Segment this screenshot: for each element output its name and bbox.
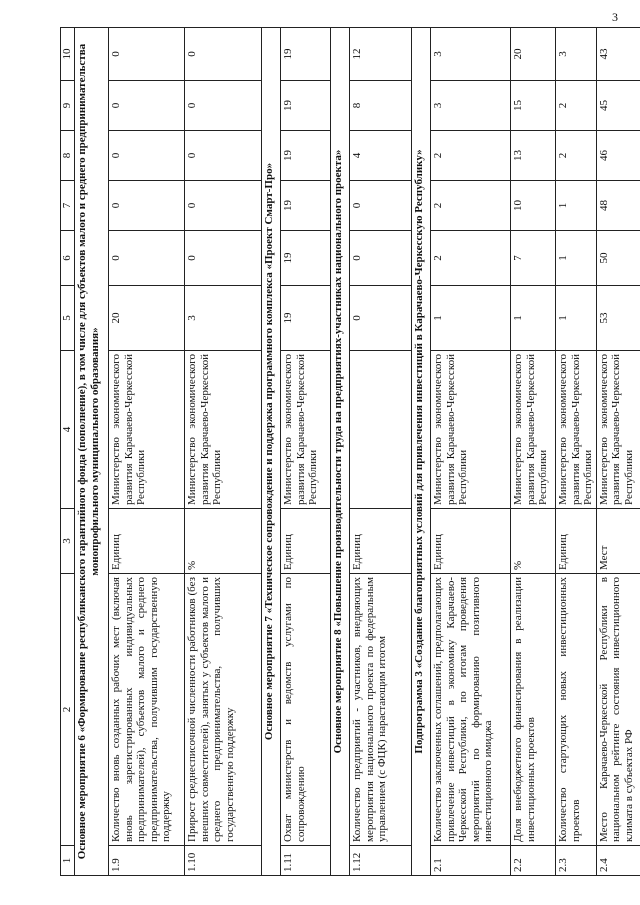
- table-body: [75, 28, 640, 876]
- value-col-10: 20: [511, 28, 556, 81]
- responsible-executor: Министерство экономического развития Карачаево-Черкесской Республики: [431, 351, 511, 509]
- unit-of-measure: Единиц: [556, 509, 597, 574]
- value-col-9: 8: [350, 81, 412, 131]
- value-col-8: 46: [596, 131, 640, 181]
- section-title: Основное мероприятие 8 «Повышение производительности труда на предприятиях-участниках национального проекта»: [331, 28, 350, 876]
- section-header-row: [75, 28, 109, 876]
- value-col-9: 19: [281, 81, 331, 131]
- responsible-executor: Министерство экономического развития Карачаево-Черкесской Республики: [596, 351, 640, 509]
- value-col-8: 13: [511, 131, 556, 181]
- section-header-row: [262, 28, 281, 876]
- value-col-7: 19: [281, 181, 331, 231]
- table-row: [556, 28, 597, 876]
- col-header: 7: [61, 181, 75, 231]
- indicator-name: Место Карачаево-Черкесской Республики в национальном рейтинге состояния инвестиционного климата в субъектах РФ: [596, 574, 640, 846]
- value-col-7: 2: [431, 181, 511, 231]
- indicator-name: Количество заключенных соглашений, предполагающих привлечение инвестиций в экономику Карачаево-Черкесской Республики, по итогам проведения мероприятий по формированию позитивного инвестиционного имиджа: [431, 574, 511, 846]
- responsible-executor: [350, 351, 412, 509]
- page-number: 3: [612, 10, 618, 24]
- value-col-8: 4: [350, 131, 412, 181]
- row-number: 2.2: [511, 846, 556, 876]
- indicator-name: Количество предприятий - участников, внедряющих мероприятия национального проекта по федеральным управлением (с ФЦК) нарастающим итогом: [350, 574, 412, 846]
- responsible-executor: Министерство экономического развития Карачаево-Черкесской Республики: [556, 351, 597, 509]
- col-header: 9: [61, 81, 75, 131]
- value-col-5: 20: [109, 286, 185, 351]
- unit-of-measure: Единиц: [431, 509, 511, 574]
- unit-of-measure: Единиц: [350, 509, 412, 574]
- col-header: 1: [61, 846, 75, 876]
- table-row: [350, 28, 412, 876]
- section-title: Подпрограмма 3 «Создание благоприятных условий для привлечения инвестиций в Карачаево-Черкесскую Республику»: [412, 28, 431, 876]
- table-row: [281, 28, 331, 876]
- value-col-8: 0: [185, 131, 262, 181]
- value-col-5: 1: [431, 286, 511, 351]
- unit-of-measure: Единиц: [281, 509, 331, 574]
- value-col-6: 0: [109, 231, 185, 286]
- unit-of-measure: %: [185, 509, 262, 574]
- indicator-name: Количество стартующих новых инвестиционных проектов: [556, 574, 597, 846]
- table-row: [109, 28, 185, 876]
- indicator-name: Охват министерств и ведомств услугами по сопровождению: [281, 574, 331, 846]
- value-col-8: 2: [431, 131, 511, 181]
- row-number: 2.1: [431, 846, 511, 876]
- rotated-indicator-table: [60, 28, 640, 876]
- value-col-9: 0: [109, 81, 185, 131]
- value-col-5: 1: [556, 286, 597, 351]
- indicators-table: [60, 27, 640, 876]
- row-number: 1.10: [185, 846, 262, 876]
- section-title: Основное мероприятие 7 «Техническое сопровождение и поддержка программного комплекса «Проект Смарт-Про»: [262, 28, 281, 876]
- col-header: 4: [61, 351, 75, 509]
- value-col-8: 0: [109, 131, 185, 181]
- responsible-executor: Министерство экономического развития Карачаево-Черкесской Республики: [109, 351, 185, 509]
- table-row: [185, 28, 262, 876]
- value-col-6: 50: [596, 231, 640, 286]
- row-number: 2.4: [596, 846, 640, 876]
- table-row: [511, 28, 556, 876]
- value-col-10: 0: [185, 28, 262, 81]
- value-col-9: 2: [556, 81, 597, 131]
- value-col-6: 0: [350, 231, 412, 286]
- value-col-8: 2: [556, 131, 597, 181]
- value-col-9: 3: [431, 81, 511, 131]
- value-col-6: 19: [281, 231, 331, 286]
- value-col-7: 1: [556, 181, 597, 231]
- responsible-executor: Министерство экономического развития Карачаево-Черкесской Республики: [185, 351, 262, 509]
- unit-of-measure: Мест: [596, 509, 640, 574]
- column-number-row: [61, 28, 75, 876]
- value-col-7: 10: [511, 181, 556, 231]
- col-header: 5: [61, 286, 75, 351]
- col-header: 6: [61, 231, 75, 286]
- value-col-7: 48: [596, 181, 640, 231]
- value-col-6: 1: [556, 231, 597, 286]
- value-col-10: 19: [281, 28, 331, 81]
- value-col-9: 0: [185, 81, 262, 131]
- value-col-6: 0: [185, 231, 262, 286]
- unit-of-measure: %: [511, 509, 556, 574]
- table-row: [596, 28, 640, 876]
- section-header-row: [412, 28, 431, 876]
- col-header: 8: [61, 131, 75, 181]
- value-col-10: 3: [431, 28, 511, 81]
- section-title: Основное мероприятие 6 «Формирование республиканского гарантийного фонда (пополнение), в том числе для субъектов малого и среднего предпринимательства монопрофильного муниципального образования»: [75, 28, 109, 876]
- value-col-10: 3: [556, 28, 597, 81]
- value-col-6: 7: [511, 231, 556, 286]
- responsible-executor: Министерство экономического развития Карачаево-Черкесской Республики: [511, 351, 556, 509]
- value-col-7: 0: [109, 181, 185, 231]
- row-number: 1.11: [281, 846, 331, 876]
- value-col-10: 43: [596, 28, 640, 81]
- value-col-9: 15: [511, 81, 556, 131]
- row-number: 1.9: [109, 846, 185, 876]
- value-col-5: 3: [185, 286, 262, 351]
- col-header: 3: [61, 509, 75, 574]
- row-number: 1.12: [350, 846, 412, 876]
- value-col-10: 0: [109, 28, 185, 81]
- table-row: [431, 28, 511, 876]
- indicator-name: Прирост среднесписочной численности работников (без внешних совместителей), занятых у субъектов малого и среднего предпринимательства, получивших государственную поддержку: [185, 574, 262, 846]
- indicator-name: Количество вновь созданных рабочих мест (включая вновь зарегистрированных индивидуальных предпринимателей), субъектов малого и среднего предпринимательства, получившим государственную поддержку: [109, 574, 185, 846]
- responsible-executor: Министерство экономического развития Карачаево-Черкесской Республики: [281, 351, 331, 509]
- value-col-5: 0: [350, 286, 412, 351]
- col-header: 10: [61, 28, 75, 81]
- value-col-8: 19: [281, 131, 331, 181]
- indicator-name: Доля внебюджетного финансирования в реализации инвестиционных проектов: [511, 574, 556, 846]
- value-col-6: 2: [431, 231, 511, 286]
- value-col-5: 19: [281, 286, 331, 351]
- col-header: 2: [61, 574, 75, 846]
- section-header-row: [331, 28, 350, 876]
- value-col-9: 45: [596, 81, 640, 131]
- value-col-7: 0: [350, 181, 412, 231]
- row-number: 2.3: [556, 846, 597, 876]
- value-col-7: 0: [185, 181, 262, 231]
- unit-of-measure: Единиц: [109, 509, 185, 574]
- value-col-10: 12: [350, 28, 412, 81]
- value-col-5: 53: [596, 286, 640, 351]
- value-col-5: 1: [511, 286, 556, 351]
